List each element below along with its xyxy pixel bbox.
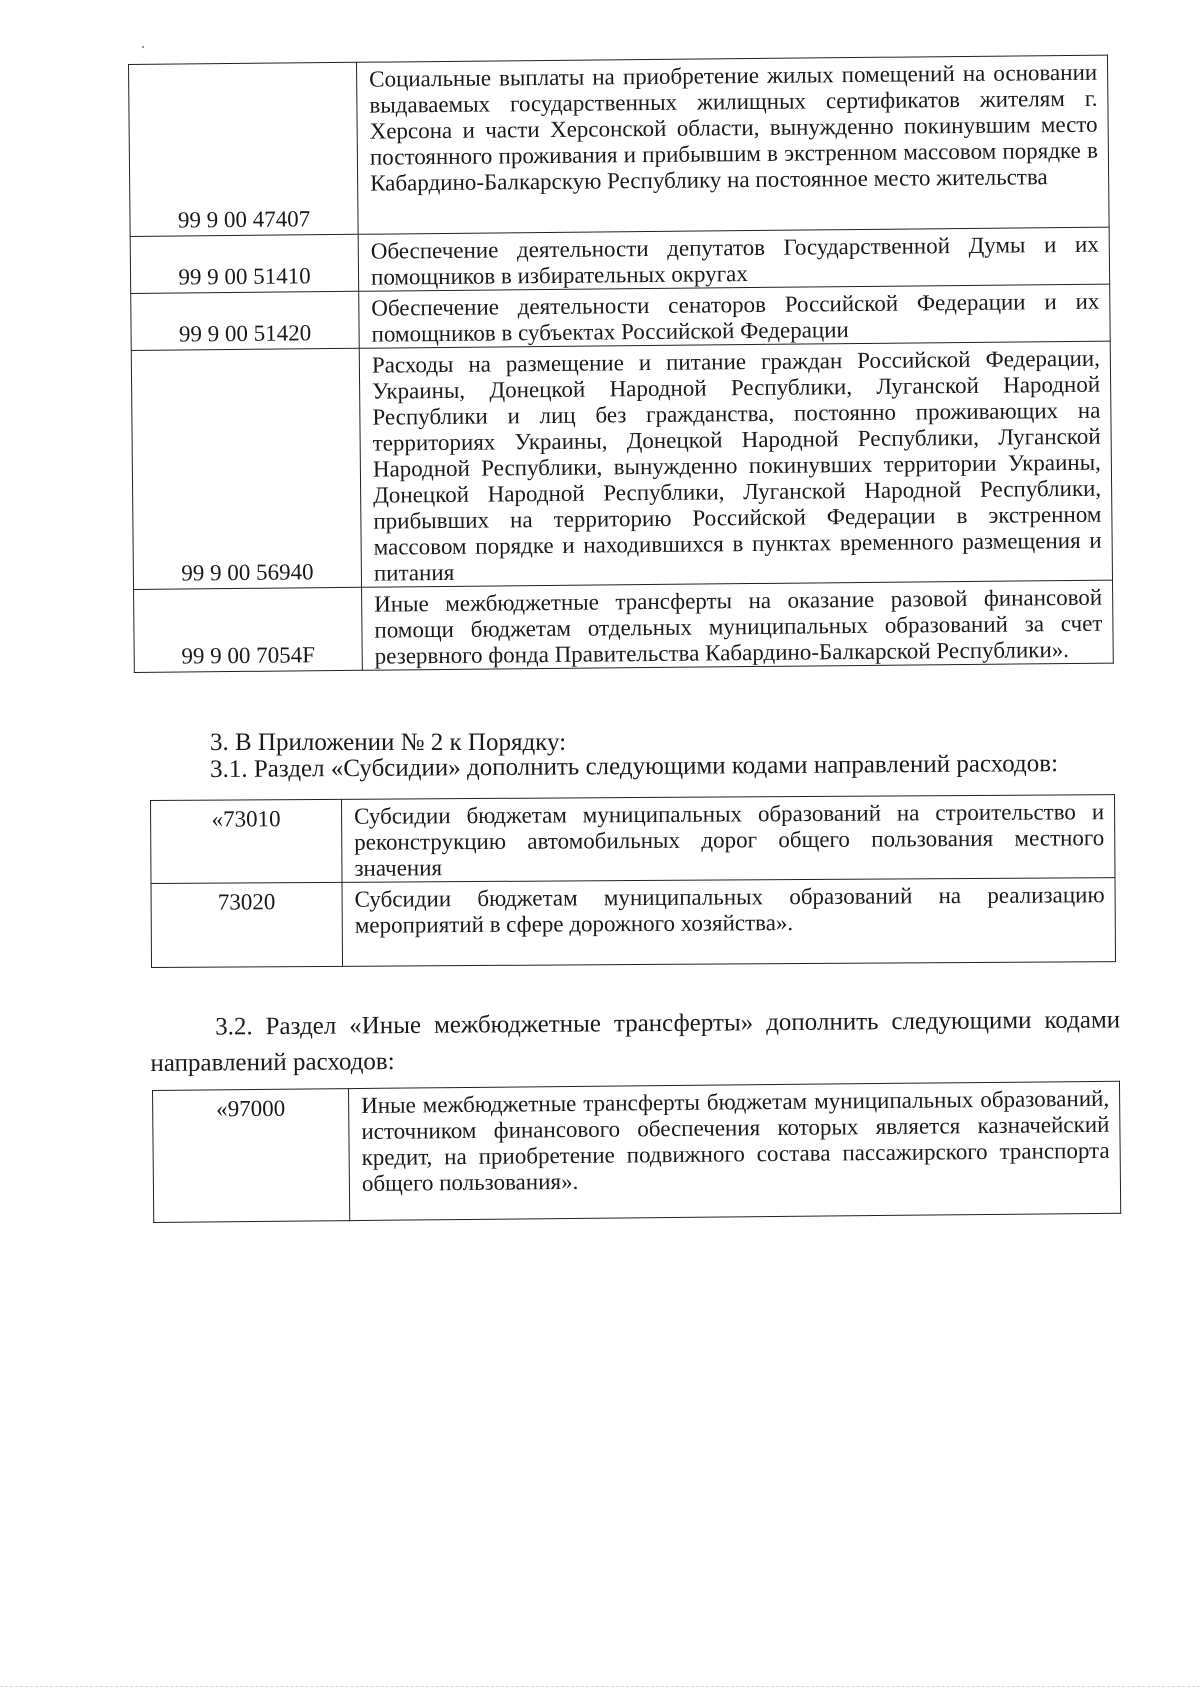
- description-cell: Субсидии бюджетам муниципальных образований на реализацию мероприятий в сфере дорожного хозяйства».: [342, 878, 1115, 967]
- description-cell: Иные межбюджетные трансферты бюджетам муниципальных образований, источником финансового обеспечения которых является казначейский кредит, на приобретение подвижного состава пассажирского транспорта общего пользования».: [348, 1081, 1120, 1220]
- description-cell: Иные межбюджетные трансферты на оказание разовой финансовой помощи бюджетам отдельных муниципальных образований за счет резервного фонда Правительства Кабардино-Балкарской Республики».: [362, 580, 1114, 670]
- code-cell: 99 9 00 47407: [129, 62, 359, 236]
- table-row: [131, 284, 1111, 350]
- table-row: [153, 1081, 1121, 1222]
- table-row: [151, 878, 1115, 968]
- code-cell: «97000: [153, 1089, 350, 1223]
- code-cell: 99 9 00 56940: [131, 348, 361, 589]
- table-row: [130, 227, 1110, 293]
- code-cell: 99 9 00 51420: [131, 291, 360, 350]
- scan-bottom-edge: [0, 1686, 1200, 1687]
- scan-speck: [142, 46, 144, 48]
- code-cell: 99 9 00 7054F: [134, 587, 363, 672]
- table-row: [129, 55, 1110, 236]
- table-row: [131, 341, 1112, 589]
- description-cell: Социальные выплаты на приобретение жилых помещений на основании выдаваемых государственных жилищных сертификатов жителям г. Херсона и части Херсонской области, вынужденно покинувшим место постоянного проживания и прибывшим в экстренном массовом порядке в Кабардино-Балкарскую Республику на постоянное место жительства: [356, 55, 1109, 234]
- table-row: [134, 580, 1114, 672]
- section-3-heading: 3. В Приложении № 2 к Порядку:: [210, 729, 567, 756]
- code-cell: 73020: [151, 882, 343, 967]
- subsidies-codes-table: [150, 794, 1116, 968]
- description-cell: Субсидии бюджетам муниципальных образований на строительство и реконструкцию автомобильных дорог общего пользования местного значения: [341, 795, 1114, 883]
- section-3-2-text: 3.2. Раздел «Иные межбюджетные трансферты» дополнить следующими кодами направлений расходов:: [150, 1006, 1121, 1077]
- code-cell: «73010: [151, 799, 343, 883]
- transfers-codes-table: [152, 1081, 1121, 1223]
- code-cell: 99 9 00 51410: [130, 234, 359, 293]
- description-cell: Обеспечение деятельности депутатов Государственной Думы и их помощников в избирательных округах: [358, 227, 1110, 291]
- table-row: [151, 795, 1115, 884]
- expense-codes-table-continued: [128, 55, 1114, 673]
- description-cell: Расходы на размещение и питание граждан Российской Федерации, Украины, Донецкой Народной Республики, Луганской Народной Республики и лиц без гражданства, постоянно проживающих на территориях Украины, Донецкой Народной Республики, Луганской Народной Республики, вынужденно покинувших территории Украины, Донецкой Народной Республики, Луганской Народной Республики, прибывших на территорию Российской Федерации в экстренном массовом порядке и находившихся в пунктах временного размещения и питания: [359, 341, 1112, 587]
- section-3-1-text: 3.1. Раздел «Субсидии» дополнить следующими кодами направлений расходов:: [210, 750, 1059, 783]
- description-cell: Обеспечение деятельности сенаторов Российской Федерации и их помощников в субъектах Российской Федерации: [359, 284, 1111, 348]
